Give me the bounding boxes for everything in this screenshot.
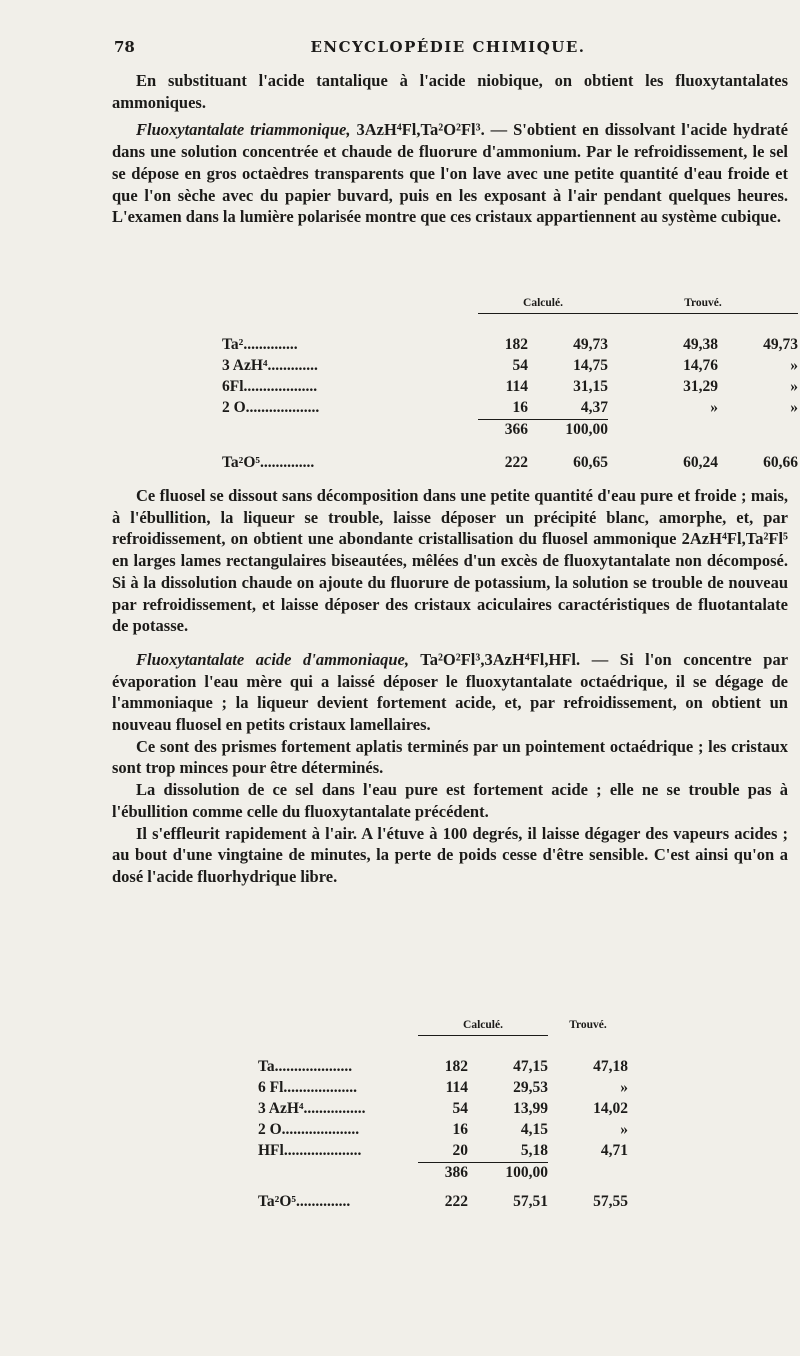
table-header-trouve: Trouvé. [684,296,722,309]
compound-title-2: Fluoxytantalate acide d'ammoniaque, [136,649,409,669]
paragraph-etuve: Il s'effleurit rapidement à l'air. A l'étuve à 100 degrés, il laisse dégager des vapeurs acides ; au bout d'une vingtaine de minutes, la perte de poids cesse d'être sensible. C'est ainsi qu'on a dosé l'acide fluorhydrique libre. [112,823,788,886]
table-header-calcule: Calculé. [463,1018,503,1031]
paragraph-acide [112,649,788,736]
table-row: 3 AzH⁴................ 54 13,99 14,02 [258,1100,628,1117]
table-row: HFl.................... 20 5,18 4,71 [258,1142,628,1160]
compound-formula-2: Ta²O²Fl³,3AzH⁴Fl,HFl. [420,649,581,669]
paragraph-intro: En substituant l'acide tantalique à l'acide niobique, on obtient les fluoxytantalates ammoniques. [112,71,788,112]
page-number: 78 [114,38,135,56]
table-row: Ta.................... 182 47,15 47,18 [258,1058,628,1075]
text-block-2 [112,485,788,888]
table-total-row: 386 100,00 [258,1162,628,1184]
paragraph-dissolution: Ce fluosel se dissout sans décomposition dans une petite quantité d'eau pure et froide ; mais, à l'ébullition, la liqueur se trouble, laisse déposer un précipité blanc, amorphe, et, par refroidissement, on obtient une abondante cristallisation du fluosel ammonique 2AzH⁴Fl,Ta²Fl⁵ en larges lames rectangulaires biseautées, mêlées d'un excès de fluoxytantalate non décomposé. Si à la dissolution chaude on ajoute du fluorure de potassium, la solution se trouble de nouveau par refroidissement, et laisse déposer des cristaux aciculaires caractéristiques de fluotantalate de potasse. [112,486,788,636]
table-row: Ta².............. 182 49,73 49,38 49,73 [222,336,798,353]
text-block-1 [112,70,788,228]
paragraph-prismes: Ce sont des prismes fortement aplatis terminés par un pointement octaédrique ; les cristaux sont trop minces pour être déterminés. [112,736,788,778]
page-header [108,38,788,62]
analysis-table-1 [222,292,798,474]
running-title: ENCYCLOPÉDIE CHIMIQUE. [310,38,586,56]
table-oxide-row: Ta²O⁵.............. 222 60,65 60,24 60,66 [222,454,798,471]
table-row: 2 O.................... 16 4,15 » [258,1121,628,1138]
compound-description: — S'obtient en dissolvant l'acide hydraté dans une solution concentrée et chaude de fluorure d'ammonium. Par le refroidissement, le sel se dépose en gros octaèdres transparents que l'on lave avec une petite quantité d'eau froide et que l'on sèche avec du papier buvard, puis en les exposant à l'air pendant quelques heures. L'examen dans la lumière polarisée montre que ces cristaux appartiennent au système cubique. [112,120,789,227]
paragraph-acidite: La dissolution de ce sel dans l'eau pure est fortement acide ; elle ne se trouble pas à l'ébullition comme celle du fluoxytantalate précédent. [112,780,788,821]
compound-title: Fluoxytantalate triammonique, [136,120,351,140]
table-row: 2 O................... 16 4,37 » » [222,399,798,417]
analysis-table-2 [258,1014,628,1213]
table-row: 6 Fl................... 114 29,53 » [258,1079,628,1096]
compound-description-2: — Si l'on concentre par évaporation l'eau mère qui a laissé déposer le fluoxytantalate octaédrique, il se dégage de l'ammoniaque ; la liqueur devient fortement acide, et, par refroidissement, on obtient un nouveau fluosel en petits cristaux lamellaires. [112,649,789,735]
table-total-row: 366 100,00 [222,419,798,441]
paragraph-triammonique [112,119,788,228]
compound-formula: 3AzH⁴Fl,Ta²O²Fl³. [356,120,485,140]
table-row: 6Fl................... 114 31,15 31,29 » [222,378,798,395]
table-oxide-row: Ta²O⁵.............. 222 57,51 57,55 [258,1193,628,1210]
table-header-trouve: Trouvé. [569,1018,607,1031]
table-row: 3 AzH⁴............. 54 14,75 14,76 » [222,357,798,374]
table-header-calcule: Calculé. [523,296,563,309]
